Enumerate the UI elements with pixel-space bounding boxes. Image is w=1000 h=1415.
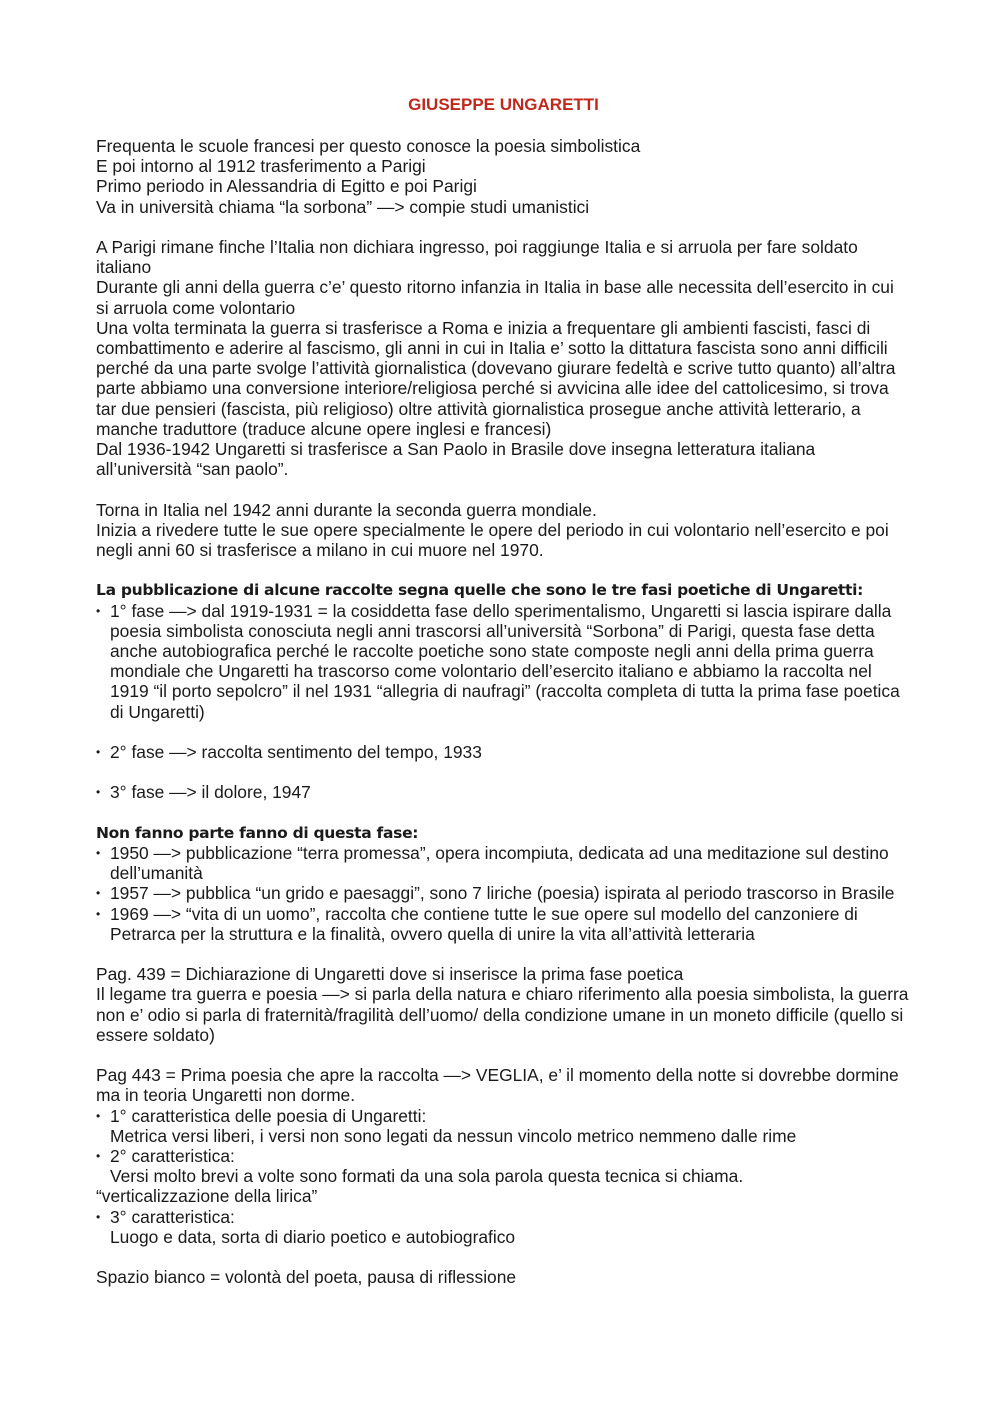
return-section	[96, 500, 911, 561]
pag439-section	[96, 964, 911, 1045]
bullet-icon: •	[96, 1108, 101, 1123]
pag439-line: Pag. 439 = Dichiarazione di Ungaretti dove si inserisce la prima fase poetica	[96, 964, 684, 985]
phase-text: 3° fase —> il dolore, 1947	[110, 782, 311, 803]
phase-text: 2° fase —> raccolta sentimento del tempo, 1933	[110, 742, 482, 763]
phases-heading: La pubblicazione di alcune raccolte segna quelle che sono le tre fasi poetiche di Ungaretti:	[96, 581, 864, 600]
list-item	[96, 601, 911, 722]
feature-label: 3° caratteristica:	[110, 1206, 235, 1227]
bullet-icon: •	[96, 846, 101, 861]
document-title: GIUSEPPE UNGARETTI	[408, 95, 599, 114]
feature-label: 1° caratteristica delle poesia di Ungaretti:	[110, 1105, 427, 1126]
intro-line: Primo periodo in Alessandria di Egitto e poi Parigi	[96, 176, 477, 197]
intro-line: Va in università chiama “la sorbona” —> compie studi umanistici	[96, 196, 590, 217]
bullet-icon: •	[96, 785, 101, 800]
feature-after: “verticalizzazione della lirica”	[96, 1186, 318, 1207]
bullet-icon: •	[96, 886, 101, 901]
list-item	[96, 742, 911, 762]
return-paragraph: Inizia a rivedere tutte le sue opere specialmente le opere del periodo in cui volontario nell’esercito e poi negli anni 60 si trasferisce a milano in cui muore nel 1970.	[96, 519, 889, 561]
other-list	[96, 843, 911, 944]
feature-label: 2° caratteristica:	[110, 1146, 235, 1167]
feature-text: Versi molto brevi a volte sono formati da una sola parola questa tecnica si chiama.	[110, 1166, 744, 1187]
bio-paragraph: Durante gli anni della guerra c’e’ questo ritorno infanzia in Italia in base alle necessita dell’esercito in cui si arruola come volontario	[96, 277, 894, 318]
features-list-2	[96, 1146, 911, 1166]
feature-text: Metrica versi liberi, i versi non sono legati da nessun vincolo metrico nemmeno dalle rime	[110, 1125, 797, 1146]
closing-line: Spazio bianco = volontà del poeta, pausa di riflessione	[96, 1267, 517, 1288]
list-item	[96, 1207, 911, 1227]
bullet-icon: •	[96, 745, 101, 760]
list-item	[96, 904, 911, 944]
bio-section	[96, 237, 911, 479]
document-page	[96, 95, 911, 1287]
list-item	[96, 1146, 911, 1166]
phases-list-3	[96, 782, 911, 802]
other-text: 1950 —> pubblicazione “terra promessa”, opera incompiuta, dedicata ad una meditazione sul destino dell’umanità	[110, 843, 889, 884]
list-item	[96, 782, 911, 802]
phases-list	[96, 601, 911, 722]
phase-text: 1° fase —> dal 1919-1931 = la cosiddetta fase dello sperimentalismo, Ungaretti si lascia ispirare dalla poesia simbolista conosciuta negli anni trascorsi all’università “Sorbona” di Parigi, questa fase detta anche autobiografica perché le raccolte poetiche sono state composte negli anni della prima guerra mondiale che Ungaretti ha trascorso come volontario dell’esercito italiano e abbiamo la raccolta nel 1919 “il porto sepolcro” il nel 1931 “allegria di naufragi” (raccolta completa di tutta la prima fase poetica di Ungaretti)	[110, 600, 900, 722]
other-text: 1969 —> “vita di un uomo”, raccolta che contiene tutte le sue opere sul modello del canzoniere di Petrarca per la struttura e la finalità, ovvero quella di unire la vita all’attività letteraria	[110, 903, 858, 944]
return-paragraph: Torna in Italia nel 1942 anni durante la seconda guerra mondiale.	[96, 499, 597, 520]
feature-text: Luogo e data, sorta di diario poetico e autobiografico	[110, 1226, 516, 1247]
list-item	[96, 1106, 911, 1126]
bio-paragraph: A Parigi rimane finche l’Italia non dichiara ingresso, poi raggiunge Italia e si arruola per fare soldato italiano	[96, 237, 858, 278]
features-list	[96, 1106, 911, 1126]
bullet-icon: •	[96, 1149, 101, 1164]
list-item	[96, 883, 911, 903]
other-heading: Non fanno parte fanno di questa fase:	[96, 823, 419, 842]
list-item	[96, 843, 911, 883]
phases-list-2	[96, 742, 911, 762]
features-list-3	[96, 1207, 911, 1227]
bullet-icon: •	[96, 906, 101, 921]
intro-line: E poi intorno al 1912 trasferimento a Parigi	[96, 156, 426, 177]
bio-paragraph: Dal 1936-1942 Ungaretti si trasferisce a San Paolo in Brasile dove insegna letteratura italiana all’università “san paolo”.	[96, 439, 816, 480]
bullet-icon: •	[96, 1209, 101, 1224]
other-text: 1957 —> pubblica “un grido e paesaggi”, sono 7 liriche (poesia) ispirata al periodo trascorso in Brasile	[110, 883, 895, 904]
pag443-paragraph: Pag 443 = Prima poesia che apre la raccolta —> VEGLIA, e’ il momento della notte si dovrebbe dormine ma in teoria Ungaretti non dorme.	[96, 1065, 899, 1106]
intro-line: Frequenta le scuole francesi per questo conosce la poesia simbolistica	[96, 136, 641, 156]
pag439-line: Il legame tra guerra e poesia —> si parla della natura e chiaro riferimento alla poesia simbolista, la guerra non e’ odio si parla di fraternità/fragilità dell’uomo/ della condizione umane in un moneto difficile (quello si essere soldato)	[96, 984, 909, 1045]
bullet-icon: •	[96, 603, 101, 618]
intro-section	[96, 136, 911, 217]
bio-paragraph: Una volta terminata la guerra si trasferisce a Roma e inizia a frequentare gli ambienti fascisti, fasci di combattimento e aderire al fascismo, gli anni in cui in Italia e’ sotto la dittatura fascista sono anni difficili perché da una parte svolge l’attività giornalistica (dovevano giurare fedeltà e scrive tutto quanto) all’altra parte abbiamo una conversione interiore/religiosa perché si avvicina alle idee del cattolicesimo, si trova tar due pensieri (fascista, più religioso) oltre attività giornalistica prosegue anche attività letterario, a manche traduttore (traduce alcune opere inglesi e francesi)	[96, 317, 896, 439]
